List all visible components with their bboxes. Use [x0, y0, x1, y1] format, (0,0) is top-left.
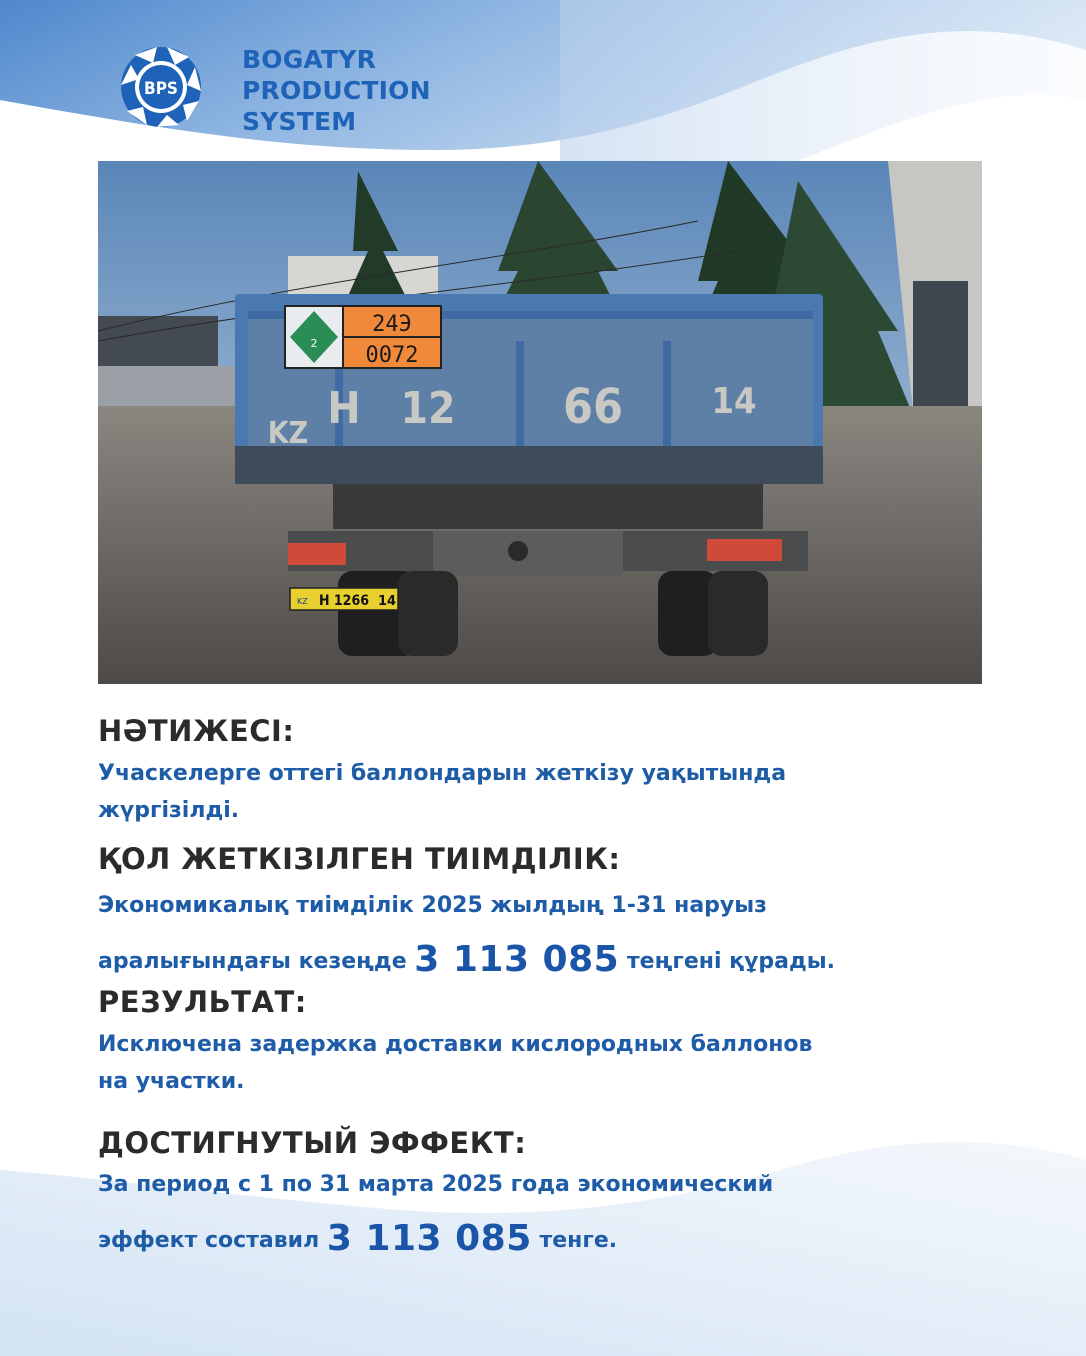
brand-name	[242, 44, 431, 137]
bps-logo	[118, 30, 204, 140]
kz-result-line-2: жүргізілді.	[98, 798, 240, 823]
svg-text:14: 14	[711, 381, 757, 422]
ru-effect-post: тенге.	[539, 1228, 618, 1253]
ru-effect-line-2	[98, 1220, 978, 1259]
kz-result-line-1: Учаскелерге оттегі баллондарын жеткізу уақытында	[98, 761, 787, 786]
kz-result-title: НӘТИЖЕСІ:	[98, 714, 295, 748]
ru-result-title: РЕЗУЛЬТАТ:	[98, 985, 307, 1019]
svg-text:KZ: KZ	[297, 597, 308, 606]
tail-light-right	[707, 539, 782, 561]
svg-text:BPS: BPS	[144, 79, 178, 99]
kz-effect-amount: 3 113 085	[414, 939, 620, 980]
ru-effect-line-1: За период с 1 по 31 марта 2025 года экономический	[98, 1172, 774, 1197]
svg-text:Н 1266: Н 1266	[319, 593, 369, 609]
svg-text:14: 14	[377, 594, 397, 609]
svg-text:12: 12	[400, 383, 456, 434]
kz-effect-title: ҚОЛ ЖЕТКІЗІЛГЕН ТИІМДІЛІК:	[98, 842, 621, 876]
content	[98, 712, 978, 1259]
kz-effect-post: теңгені құрады.	[626, 949, 836, 974]
kz-effect-line-1: Экономикалық тиімділік 2025 жылдың 1-31 наруыз	[98, 893, 767, 918]
brand-line-1: BOGATYR	[242, 45, 377, 74]
kz-effect-line-2	[98, 941, 978, 980]
tail-light-left	[288, 543, 346, 565]
svg-text:KZ: KZ	[267, 416, 309, 451]
kz-effect-pre: аралығындағы кезеңде	[98, 949, 407, 974]
svg-text:24Э: 24Э	[372, 312, 412, 337]
svg-text:0072: 0072	[365, 343, 419, 368]
ru-result-line-1: Исключена задержка доставки кислородных баллонов	[98, 1032, 813, 1057]
brand-line-3: SYSTEM	[242, 107, 357, 136]
ru-effect-title: ДОСТИГНУТЫЙ ЭФФЕКТ:	[98, 1126, 527, 1160]
svg-text:2: 2	[310, 337, 318, 350]
ru-result-line-2: на участки.	[98, 1069, 245, 1094]
ru-effect-amount: 3 113 085	[326, 1218, 532, 1259]
brand-line-2: PRODUCTION	[242, 76, 431, 105]
ru-effect-pre: эффект составил	[98, 1228, 320, 1253]
svg-text:66: 66	[562, 379, 624, 435]
truck-photo	[98, 161, 982, 684]
svg-text:Н: Н	[327, 383, 361, 434]
